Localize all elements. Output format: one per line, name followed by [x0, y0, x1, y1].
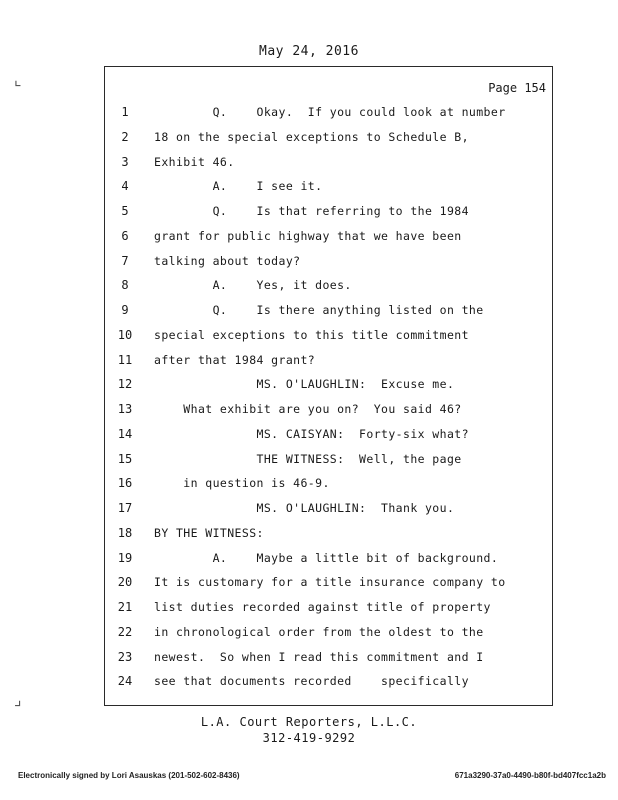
line-text: see that documents recorded specifically — [154, 674, 469, 689]
line-number: 24 — [117, 674, 133, 689]
line-number: 3 — [121, 154, 129, 169]
line-number: 2 — [121, 129, 129, 144]
line-text: BY THE WITNESS: — [154, 525, 264, 540]
line-text: MS. O'LAUGHLIN: Thank you. — [154, 501, 455, 515]
line-text: THE WITNESS: Well, the page — [154, 451, 462, 466]
transcript-line — [105, 427, 550, 447]
transcript-line — [105, 402, 550, 422]
page-number: Page 154 — [488, 81, 546, 95]
line-text: in chronological order from the oldest to the — [154, 624, 484, 639]
transcript-line — [105, 526, 550, 546]
reporter-company: L.A. Court Reporters, L.L.C. — [200, 715, 418, 729]
document-hash: 671a3290-37a0-4490-b80f-bd407fcc1a2b — [454, 771, 606, 780]
line-text: A. Maybe a little bit of background. — [154, 550, 499, 565]
line-text: special exceptions to this title commitment — [154, 327, 469, 342]
transcript-line — [105, 625, 550, 645]
transcript-line — [105, 328, 550, 348]
transcript-line — [105, 377, 550, 397]
line-text: Q. Is that referring to the 1984 — [154, 204, 469, 218]
line-number: 18 — [117, 525, 133, 540]
transcript-line — [105, 501, 550, 521]
transcript-line — [105, 575, 550, 595]
line-number: 10 — [117, 327, 133, 342]
line-text: MS. O'LAUGHLIN: Excuse me. — [154, 377, 455, 392]
line-text: A. Yes, it does. — [154, 278, 352, 293]
line-number: 5 — [121, 204, 129, 218]
line-number: 11 — [117, 352, 133, 367]
line-number: 7 — [121, 253, 129, 268]
line-number: 9 — [121, 303, 129, 317]
line-number: 20 — [117, 575, 133, 590]
transcript-line — [105, 254, 550, 274]
transcript-line — [105, 600, 550, 620]
line-number: 19 — [117, 550, 133, 565]
line-number: 17 — [117, 501, 133, 515]
line-number: 12 — [117, 377, 133, 392]
line-number: 8 — [121, 278, 129, 293]
transcript-line — [105, 130, 550, 150]
binding-mark-top: ⌞ — [14, 70, 22, 89]
line-number: 14 — [117, 426, 133, 441]
line-text: MS. CAISYAN: Forty-six what? — [154, 426, 469, 441]
transcript-line — [105, 674, 550, 694]
line-number: 6 — [121, 228, 129, 243]
line-number: 13 — [117, 402, 133, 416]
transcript-line — [105, 179, 550, 199]
transcript-date: May 24, 2016 — [259, 44, 359, 59]
line-number: 23 — [117, 649, 133, 664]
line-text: in question is 46-9. — [154, 476, 330, 491]
line-number: 15 — [117, 451, 133, 466]
line-number: 4 — [121, 179, 129, 194]
transcript-line — [105, 278, 550, 298]
reporter-phone: 312-419-9292 — [262, 731, 356, 745]
line-number: 16 — [117, 476, 133, 491]
line-text: Exhibit 46. — [154, 154, 235, 169]
transcript-line — [105, 204, 550, 224]
line-text: grant for public highway that we have been — [154, 228, 462, 243]
transcript-line — [105, 353, 550, 373]
line-text: newest. So when I read this commitment and I — [154, 649, 484, 664]
line-number: 1 — [121, 105, 129, 119]
line-text: talking about today? — [154, 253, 301, 268]
transcript-line — [105, 551, 550, 571]
line-text: 18 on the special exceptions to Schedule B, — [154, 129, 469, 144]
transcript-line — [105, 476, 550, 496]
line-text: after that 1984 grant? — [154, 352, 316, 367]
transcript-line — [105, 650, 550, 670]
line-text: It is customary for a title insurance company to — [154, 575, 506, 590]
line-text: list duties recorded against title of property — [154, 600, 491, 614]
line-text: Q. Is there anything listed on the — [154, 303, 484, 317]
binding-mark-bottom: ⌟ — [14, 690, 22, 709]
e-signature-note: Electronically signed by Lori Asauskas (201-502-602-8436) — [18, 771, 240, 780]
line-text: What exhibit are you on? You said 46? — [154, 402, 462, 416]
transcript-line — [105, 229, 550, 249]
transcript-line — [105, 155, 550, 175]
transcript-line — [105, 452, 550, 472]
transcript-line — [105, 105, 550, 125]
line-number: 22 — [117, 624, 133, 639]
transcript-page — [104, 66, 553, 706]
line-text: Q. Okay. If you could look at number — [154, 105, 506, 119]
line-number: 21 — [117, 600, 133, 614]
line-text: A. I see it. — [154, 179, 323, 194]
transcript-line — [105, 303, 550, 323]
